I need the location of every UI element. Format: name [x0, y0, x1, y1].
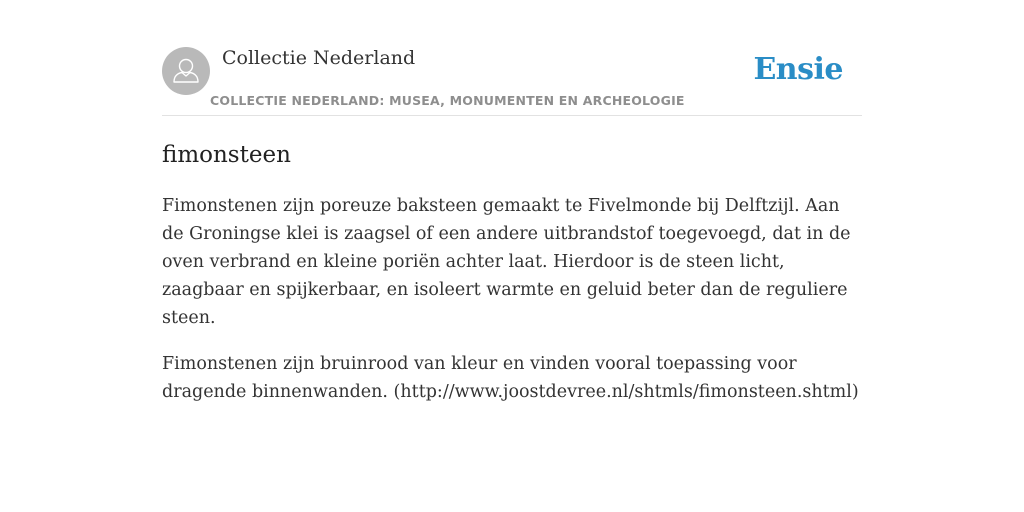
- author-name[interactable]: Collectie Nederland: [222, 47, 416, 69]
- article-paragraph: Fimonstenen zijn poreuze baksteen gemaakt te Fivelmonde bij Delftzijl. Aan de Groningse klei is zaagsel of een andere uitbrandstof toegevoegd, dat in de oven verbrand en kleine poriën achter laat. Hierdoor is de steen licht, zaagbaar en spijkerbaar, en isoleert warmte en geluid beter dan de reguliere steen.: [162, 196, 851, 328]
- user-icon: [162, 47, 210, 95]
- ensie-logo[interactable]: Ensie: [753, 52, 843, 87]
- author-avatar[interactable]: [162, 47, 210, 95]
- article-header: [162, 44, 862, 116]
- page-title: fimonsteen: [162, 142, 291, 168]
- article-body: [162, 192, 862, 424]
- category-label[interactable]: COLLECTIE NEDERLAND: MUSEA, MONUMENTEN EN ARCHEOLOGIE: [210, 93, 685, 108]
- article-paragraph: Fimonstenen zijn bruinrood van kleur en vinden vooral toepassing voor dragende binnenwanden. (http://www.joostdevree.nl/shtmls/fimonsteen.shtml): [162, 354, 859, 402]
